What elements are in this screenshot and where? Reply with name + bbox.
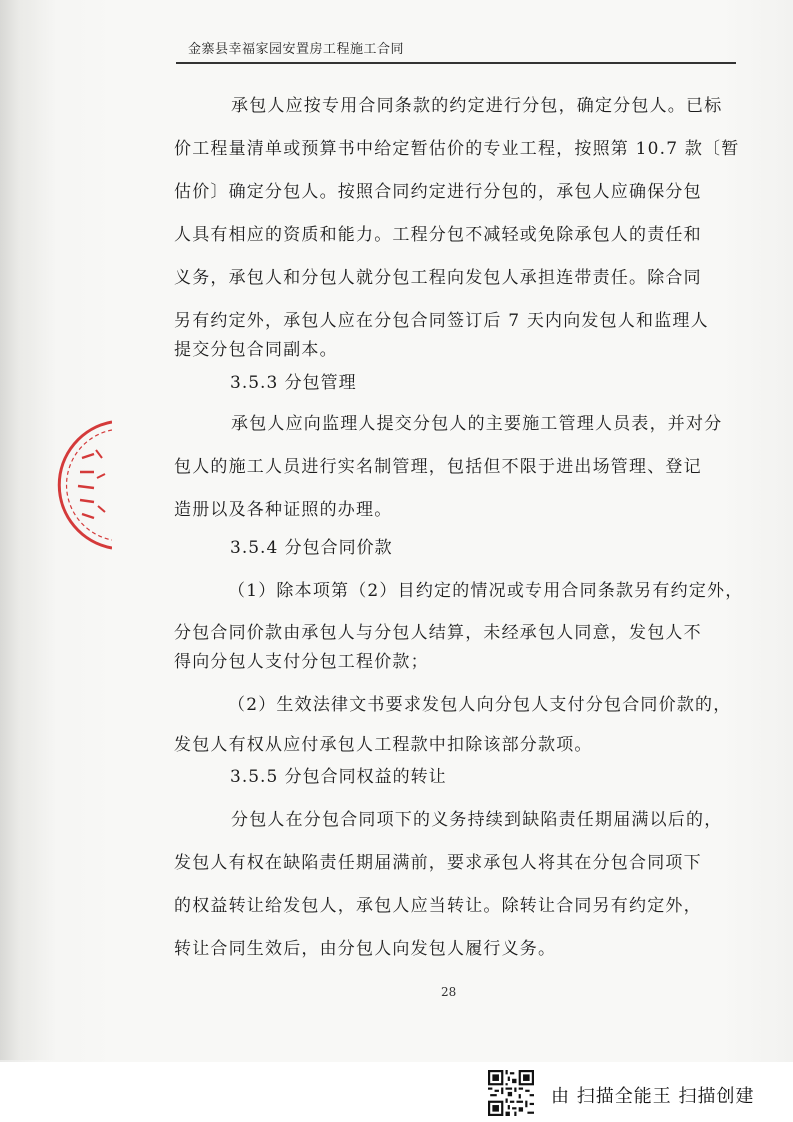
body-line: 另有约定外，承包人应在分包合同签订后 7 天内向发包人和监理人 [174,311,709,331]
section-heading-3-5-4: 3.5.4 分包合同价款 [230,538,393,558]
section-heading-3-5-5: 3.5.5 分包合同权益的转让 [230,767,447,787]
scanner-watermark: 由 扫描全能王 扫描创建 [551,1086,755,1107]
body-line: 估价〕确定分包人。按照合同约定进行分包的，承包人应确保分包 [174,182,702,202]
body-line: （2）生效法律文书要求发包人向分包人支付分包合同价款的， [228,695,732,715]
body-line: 承包人应向监理人提交分包人的主要施工管理人员表，并对分 [231,414,723,434]
header-rule [176,62,736,64]
red-seal-stamp [42,420,112,550]
body-line: （1）除本项第（2）目约定的情况或专用合同条款另有约定外， [228,581,744,601]
body-line: 包人的施工人员进行实名制管理，包括但不限于进出场管理、登记 [174,457,702,477]
body-line: 得向分包人支付分包工程价款； [174,652,429,672]
page-number: 28 [441,985,457,999]
body-line: 提交分包合同副本。 [174,340,338,360]
body-line: 价工程量清单或预算书中给定暂估价的专业工程，按照第 10.7 款〔暂 [174,139,740,159]
body-line: 转让合同生效后，由分包人向发包人履行义务。 [174,939,557,959]
body-line: 分包合同价款由承包人与分包人结算，未经承包人同意，发包人不 [174,623,702,643]
running-header: 金寨县幸福家园安置房工程施工合同 [188,42,405,57]
body-line: 发包人有权在缺陷责任期届满前，要求承包人将其在分包合同项下 [174,853,702,873]
body-line: 人具有相应的资质和能力。工程分包不减轻或免除承包人的责任和 [174,225,702,245]
body-line: 承包人应按专用合同条款的约定进行分包，确定分包人。已标 [231,96,723,116]
body-line: 分包人在分包合同项下的义务持续到缺陷责任期届满以后的， [231,810,723,830]
body-line: 的权益转让给发包人，承包人应当转让。除转让合同另有约定外， [174,896,702,916]
body-line: 义务，承包人和分包人就分包工程向发包人承担连带责任。除合同 [174,268,702,288]
qr-code-icon [488,1070,534,1116]
body-line: 发包人有权从应付承包人工程款中扣除该部分款项。 [174,735,593,755]
section-heading-3-5-3: 3.5.3 分包管理 [230,373,357,393]
body-line: 造册以及各种证照的办理。 [174,500,393,520]
